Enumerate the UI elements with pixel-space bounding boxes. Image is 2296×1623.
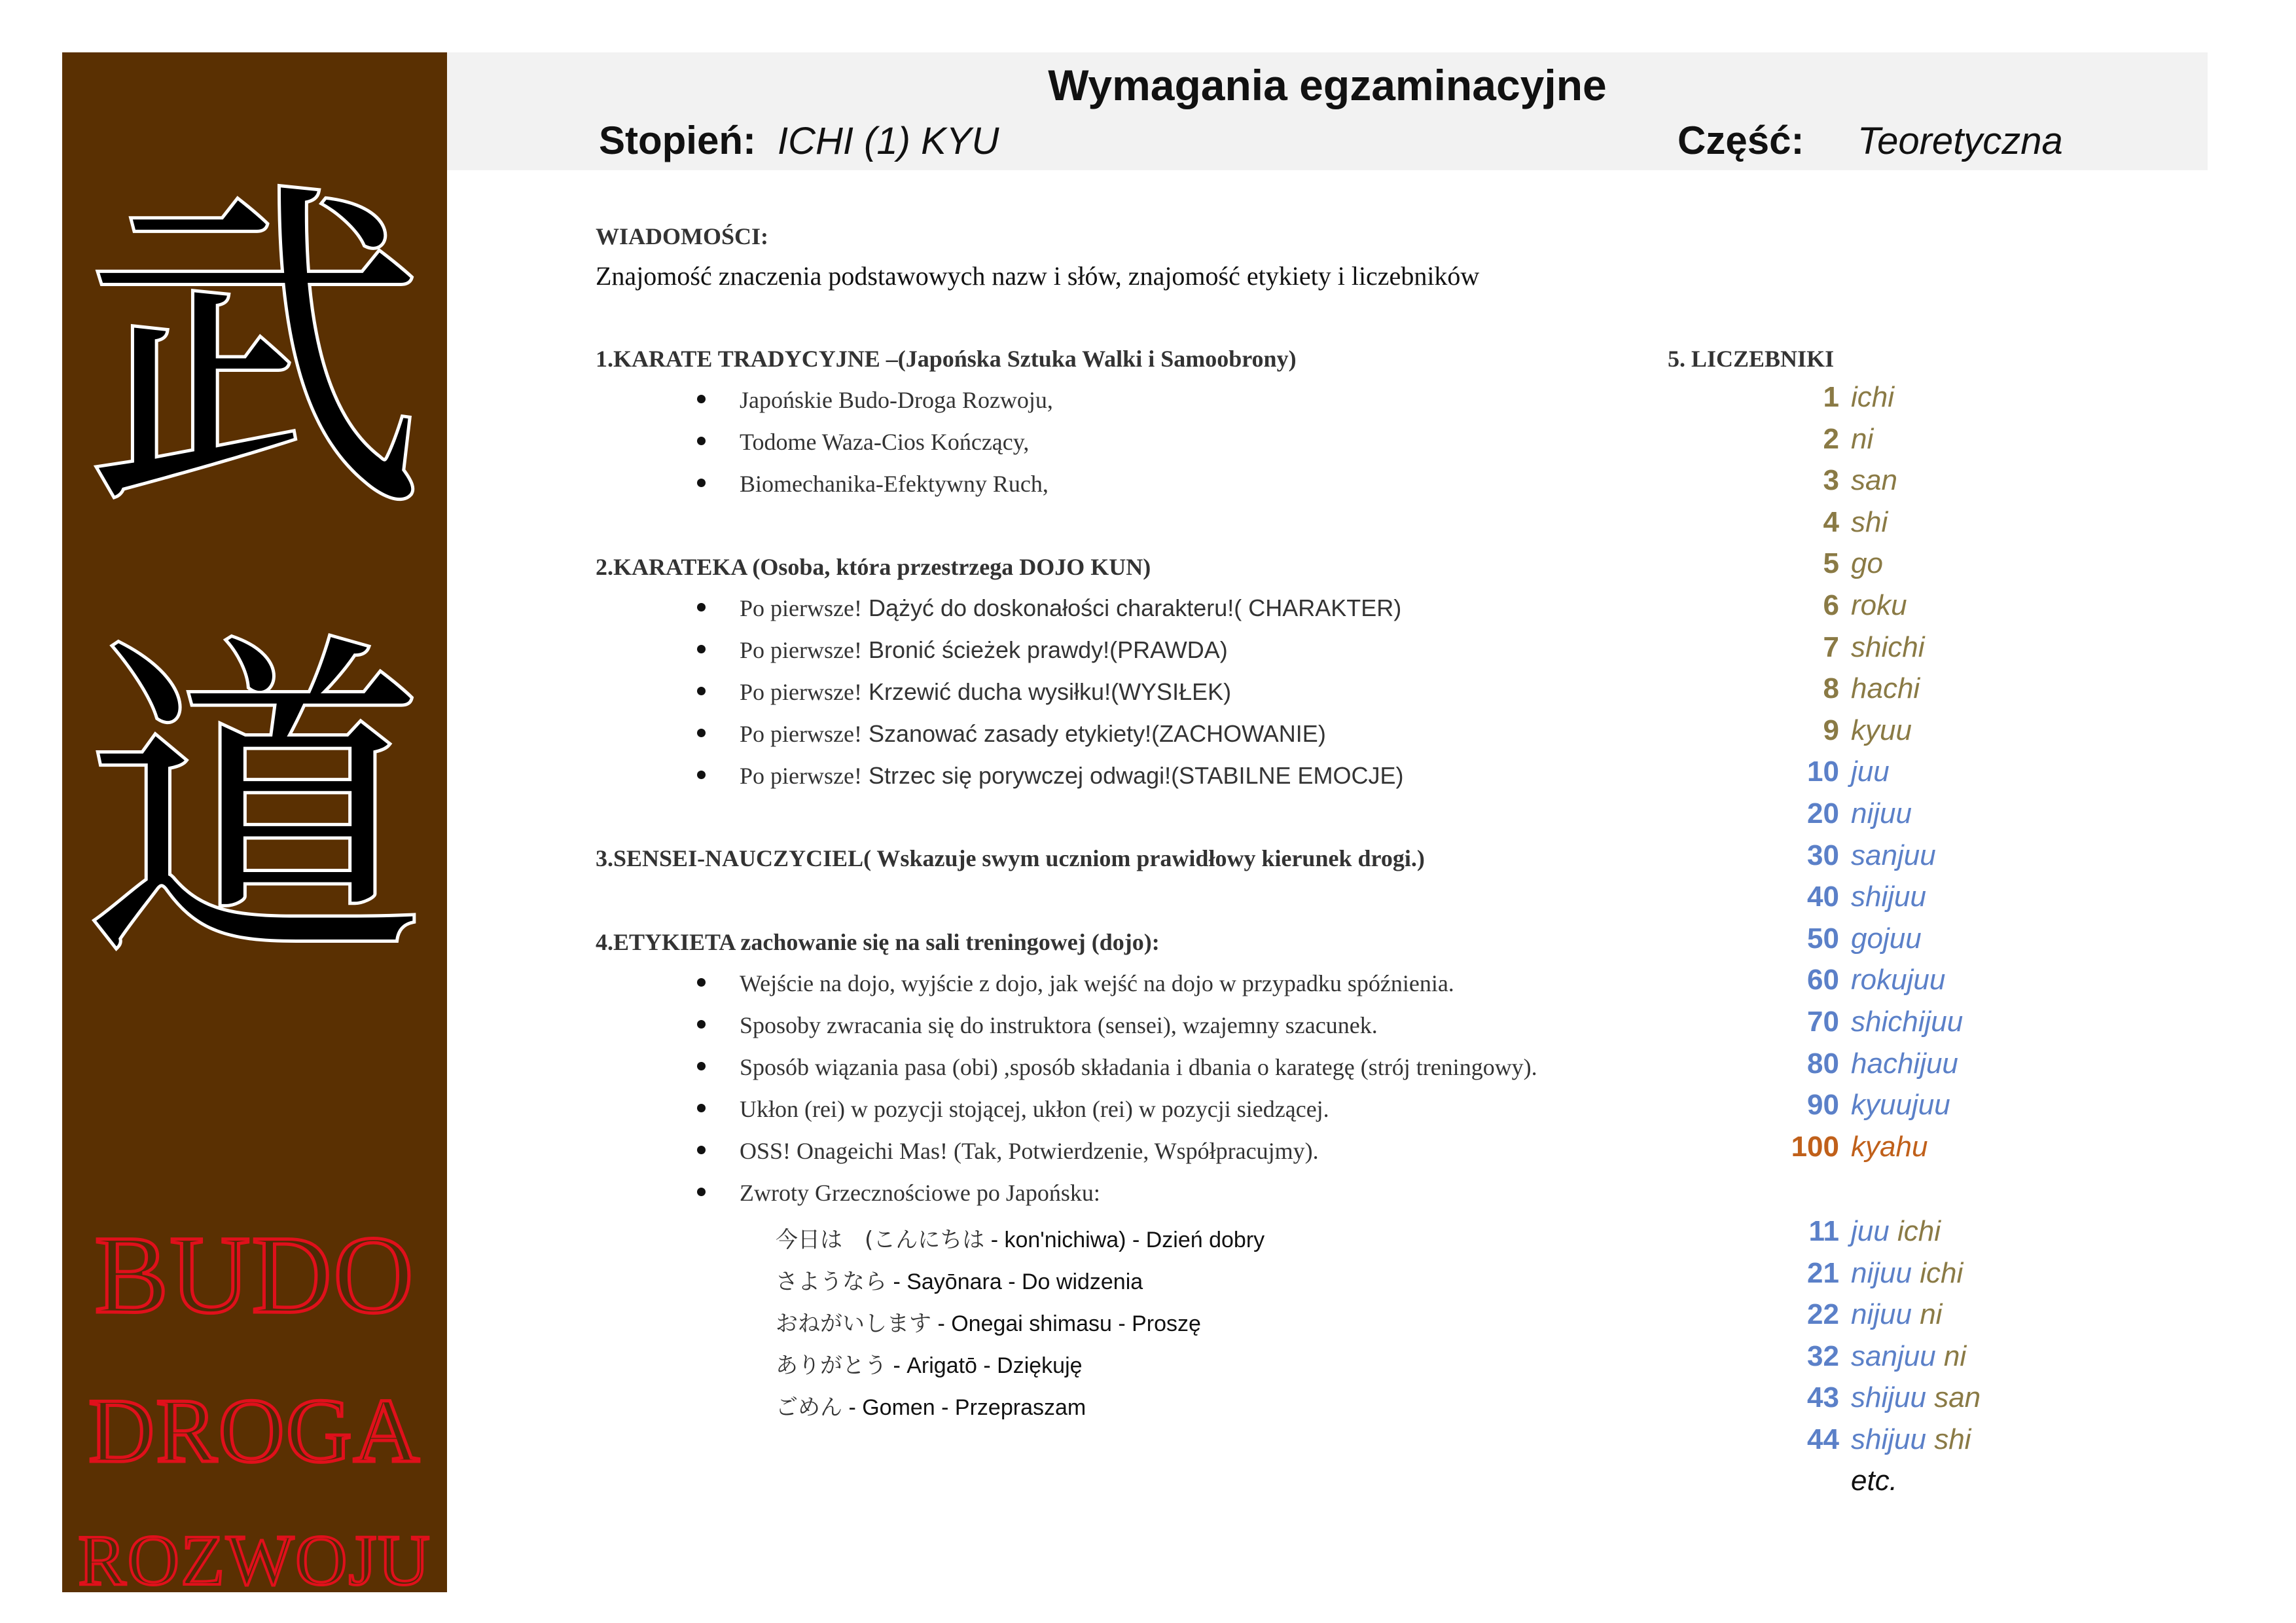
list-item: Todome Waza-Cios Kończący,	[740, 429, 1030, 455]
list-item: Po pierwsze! Strzec się porywczej odwagi!(STABILNE EMOCJE)	[740, 762, 1404, 789]
bullet	[697, 479, 706, 487]
numeral-number: 9	[1823, 714, 1839, 746]
section-3-title: 3.SENSEI-NAUCZYCIEL( Wskazuje swym uczniom prawidłowy kierunek drogi.)	[596, 845, 1425, 871]
compound-number: 43	[1807, 1381, 1839, 1413]
section-2-title: 2.KARATEKA (Osoba, która przestrzega DOJO KUN)	[596, 554, 1151, 580]
numeral-word: go	[1851, 547, 1883, 579]
numeral-number: 80	[1807, 1048, 1839, 1080]
compound-word	[1851, 1381, 1981, 1414]
numeral-word: shi	[1851, 506, 1888, 538]
czesc-label: Część:	[1677, 119, 1804, 162]
compound-number: 11	[1808, 1215, 1839, 1247]
numeral-number: 20	[1807, 797, 1839, 830]
numeral-number: 60	[1807, 964, 1839, 996]
numeral-word: juu	[1851, 756, 1890, 788]
numeral-word: nijuu	[1851, 797, 1912, 830]
wiadomosci-heading: WIADOMOŚCI:	[596, 223, 769, 249]
kanji-bu: 武	[84, 155, 425, 552]
compound-tens: sanjuu	[1851, 1340, 1936, 1372]
compound-unit: ni	[1920, 1298, 1943, 1330]
bullet	[697, 603, 706, 611]
list-item: Po pierwsze! Bronić ścieżek prawdy!(PRAWDA)	[740, 636, 1228, 663]
compound-unit: ichi	[1897, 1215, 1941, 1247]
numeral-number: 2	[1823, 423, 1839, 455]
numeral-number: 5	[1823, 547, 1839, 579]
compound-word	[1851, 1423, 1971, 1456]
bullet	[697, 645, 706, 653]
list-item: Biomechanika-Efektywny Ruch,	[740, 471, 1049, 497]
section-4-title: 4.ETYKIETA zachowanie się na sali treningowej (dojo):	[596, 929, 1160, 955]
compound-tens: shijuu	[1851, 1423, 1926, 1455]
numeral-number: 30	[1807, 839, 1839, 871]
numeral-word: hachi	[1851, 672, 1920, 704]
numeral-word: kyuujuu	[1851, 1089, 1950, 1121]
bullet	[697, 1146, 706, 1154]
list-item: Zwroty Grzecznościowe po Japońsku:	[740, 1180, 1100, 1206]
list-item: Sposób wiązania pasa (obi) ,sposób składania i dbania o karategę (strój treningowy).	[740, 1054, 1537, 1080]
compound-word	[1851, 1340, 1966, 1373]
numeral-word: kyahu	[1851, 1131, 1928, 1163]
compound-number: 32	[1807, 1340, 1839, 1372]
phrase-item: ごめん - Gomen - Przepraszam	[776, 1395, 1086, 1421]
list-item: Japońskie Budo-Droga Rozwoju,	[740, 387, 1053, 413]
compound-tens: shijuu	[1851, 1381, 1926, 1413]
compound-number: 21	[1807, 1257, 1839, 1289]
numeral-word: sanjuu	[1851, 839, 1936, 871]
bullet	[697, 978, 706, 987]
compound-number: 44	[1807, 1423, 1839, 1455]
numeral-number: 6	[1823, 589, 1839, 621]
czesc-value: Teoretyczna	[1857, 120, 2063, 162]
numeral-number: 90	[1807, 1089, 1839, 1121]
compound-tens: nijuu	[1851, 1257, 1912, 1289]
banner-text-budo: BUDO	[94, 1213, 415, 1336]
compound-unit: san	[1934, 1381, 1981, 1413]
bullet	[697, 771, 706, 779]
bullet	[697, 395, 706, 403]
phrase-item: 今日は (こんにちは - kon'nichiwa) - Dzień dobry	[776, 1227, 1265, 1253]
compound-tens: juu	[1851, 1215, 1890, 1247]
compound-word	[1851, 1298, 1942, 1331]
numeral-number: 7	[1823, 631, 1839, 663]
compound-unit: ni	[1943, 1340, 1967, 1372]
kanji-do: 道	[84, 607, 425, 1004]
numeral-number: 8	[1823, 672, 1839, 704]
numeral-word: ichi	[1851, 381, 1895, 413]
compound-number: 22	[1807, 1298, 1839, 1330]
bullet	[697, 1104, 706, 1112]
numeral-word: gojuu	[1851, 922, 1922, 955]
numeral-number: 1	[1823, 381, 1839, 413]
numerals-title: 5. LICZEBNIKI	[1668, 346, 1835, 372]
list-item: Po pierwsze! Krzewić ducha wysiłku!(WYSIŁEK)	[740, 678, 1232, 705]
numeral-number: 10	[1807, 756, 1839, 788]
numeral-number: 4	[1823, 506, 1839, 538]
bullet	[697, 1188, 706, 1196]
list-item: Sposoby zwracania się do instruktora (sensei), wzajemny szacunek.	[740, 1012, 1378, 1038]
numerals-etc: etc.	[1851, 1465, 1897, 1497]
banner-text-rozwoju: ROZWOJU	[78, 1520, 431, 1600]
section-1-title: 1.KARATE TRADYCYJNE –(Japońska Sztuka Walki i Samoobrony)	[596, 346, 1297, 372]
list-item: Ukłon (rei) w pozycji stojącej, ukłon (rei) w pozycji siedzącej.	[740, 1096, 1329, 1122]
numeral-word: roku	[1851, 589, 1907, 621]
numeral-word: hachijuu	[1851, 1048, 1958, 1080]
numeral-number: 100	[1791, 1131, 1839, 1163]
numeral-word: ni	[1851, 423, 1874, 455]
list-item: Po pierwsze! Szanować zasady etykiety!(ZACHOWANIE)	[740, 720, 1326, 747]
numeral-word: shijuu	[1851, 881, 1926, 913]
bullet	[697, 437, 706, 445]
numeral-word: shichi	[1851, 631, 1925, 663]
bullet	[697, 729, 706, 737]
bullet	[697, 1020, 706, 1029]
compound-tens: nijuu	[1851, 1298, 1912, 1330]
list-item: Wejście na dojo, wyjście z dojo, jak wejść na dojo w przypadku spóźnienia.	[740, 970, 1454, 996]
compound-word	[1851, 1215, 1941, 1248]
phrase-item: さようなら - Sayōnara - Do widzenia	[776, 1269, 1143, 1295]
numeral-number: 40	[1807, 881, 1839, 913]
phrase-item: ありがとう - Arigatō - Dziękuję	[776, 1353, 1083, 1379]
numeral-word: kyuu	[1851, 714, 1912, 746]
numeral-number: 3	[1823, 464, 1839, 496]
numeral-number: 50	[1807, 922, 1839, 955]
page-title: Wymagania egzaminacyjne	[1048, 61, 1607, 109]
list-item: Po pierwsze! Dążyć do doskonałości charakteru!( CHARAKTER)	[740, 594, 1402, 621]
numeral-word: rokujuu	[1851, 964, 1946, 996]
header-band	[447, 52, 2208, 170]
bullet	[697, 687, 706, 695]
numeral-word: san	[1851, 464, 1897, 496]
list-item: OSS! Onageichi Mas! (Tak, Potwierdzenie, Współpracujmy).	[740, 1138, 1319, 1164]
stopien-label: Stopień:	[599, 119, 756, 162]
compound-word	[1851, 1257, 1963, 1290]
left-banner	[62, 52, 447, 1600]
numeral-number: 70	[1807, 1006, 1839, 1038]
bullet	[697, 1062, 706, 1070]
compound-unit: ichi	[1920, 1257, 1964, 1289]
stopien-value: ICHI (1) KYU	[778, 120, 999, 162]
numeral-word: shichijuu	[1851, 1006, 1964, 1038]
phrase-item: おねがいします - Onegai shimasu - Proszę	[776, 1311, 1201, 1337]
banner-text-droga: DROGA	[88, 1380, 421, 1482]
intro-text: Znajomość znaczenia podstawowych nazw i słów, znajomość etykiety i liczebników	[596, 261, 1480, 291]
compound-unit: shi	[1934, 1423, 1971, 1455]
